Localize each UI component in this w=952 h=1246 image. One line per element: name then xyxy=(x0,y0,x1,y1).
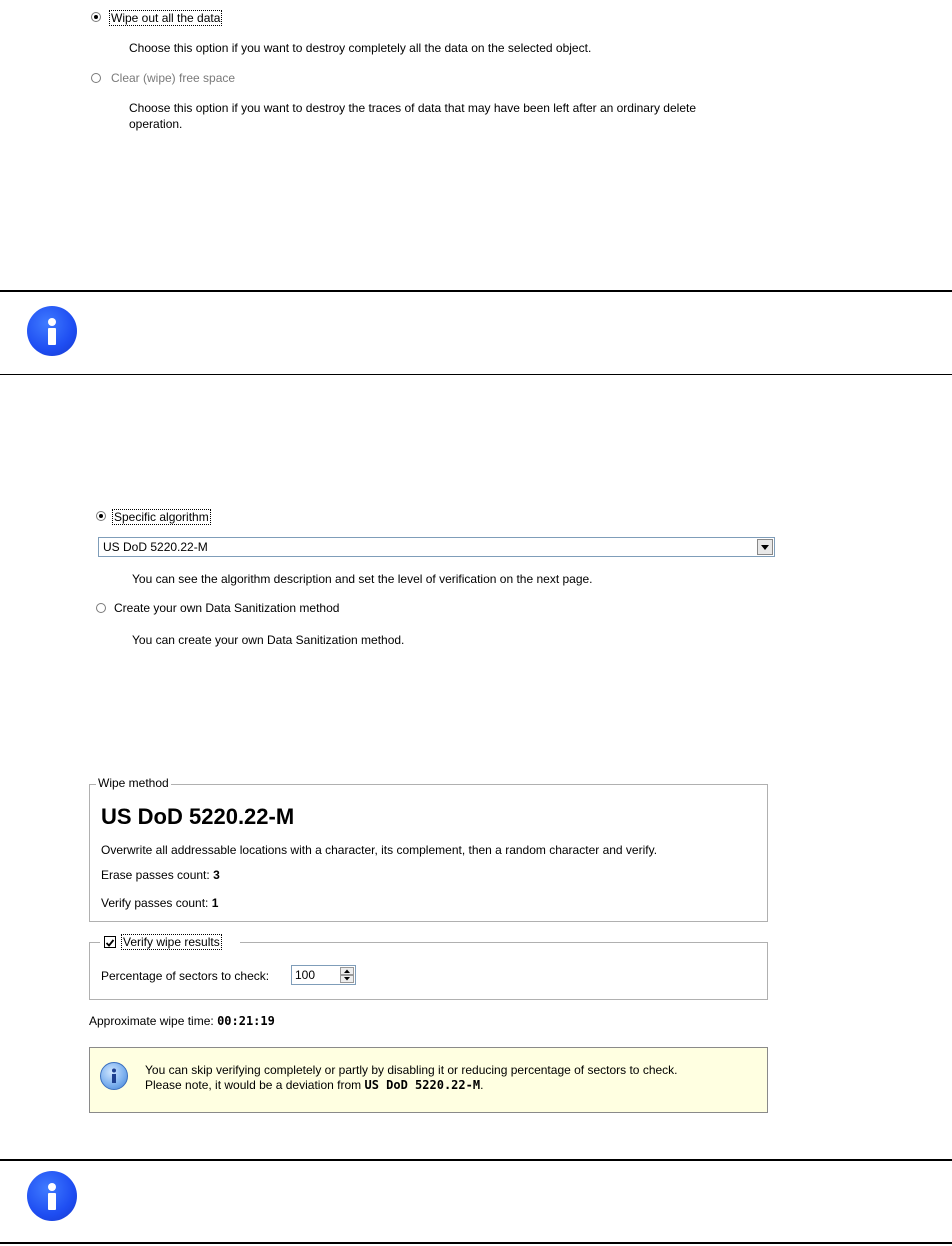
note-line-2-prefix: Please note, it would be a deviation from xyxy=(145,1078,362,1092)
divider-bottom-1 xyxy=(0,374,952,375)
divider-bottom-2 xyxy=(0,1242,952,1244)
algorithm-dropdown-value: US DoD 5220.22-M xyxy=(103,540,208,554)
custom-method-radio[interactable] xyxy=(96,603,106,613)
verify-checkbox-label[interactable]: Verify wipe results xyxy=(123,935,220,949)
clear-free-space-label[interactable]: Clear (wipe) free space xyxy=(111,71,236,85)
wipe-method-description: Overwrite all addressable locations with a character, its complement, then a random character and verify. xyxy=(101,843,658,857)
note-line-2-bold: US DoD 5220.22-M xyxy=(364,1078,481,1092)
percentage-value: 100 xyxy=(295,968,316,982)
erase-passes-label: Erase passes count: xyxy=(101,868,210,882)
divider-top-1 xyxy=(0,290,952,292)
erase-passes-value: 3 xyxy=(213,868,220,882)
verify-passes xyxy=(101,896,218,910)
verify-passes-label: Verify passes count: xyxy=(101,896,209,910)
custom-method-label[interactable]: Create your own Data Sanitization method xyxy=(114,601,340,615)
wipe-all-radio[interactable] xyxy=(91,12,101,22)
verify-passes-value: 1 xyxy=(211,896,219,910)
percentage-label: Percentage of sectors to check: xyxy=(101,969,270,983)
info-icon xyxy=(27,1171,77,1221)
approx-time-label: Approximate wipe time: xyxy=(89,1014,214,1028)
custom-method-description: You can create your own Data Sanitization method. xyxy=(132,633,405,647)
algorithm-dropdown[interactable] xyxy=(98,537,775,557)
approx-time-value: 00:21:19 xyxy=(217,1014,275,1028)
spinner-arrows-icon[interactable] xyxy=(340,967,354,983)
specific-algorithm-description: You can see the algorithm description and set the level of verification on the next page. xyxy=(132,572,593,586)
note-line-2 xyxy=(145,1078,483,1092)
divider-top-2 xyxy=(0,1159,952,1161)
specific-algorithm-label[interactable]: Specific algorithm xyxy=(114,510,209,524)
percentage-spinner[interactable] xyxy=(291,965,356,985)
info-icon xyxy=(27,306,77,356)
clear-free-space-description: Choose this option if you want to destroy the traces of data that may have been left after an ordinary delete operation. xyxy=(129,101,697,131)
verify-checkbox[interactable] xyxy=(104,936,116,948)
wipe-all-label[interactable]: Wipe out all the data xyxy=(111,11,221,25)
clear-free-space-radio[interactable] xyxy=(91,73,101,83)
wipe-all-description: Choose this option if you want to destroy completely all the data on the selected object. xyxy=(129,41,592,55)
wipe-method-legend: Wipe method xyxy=(98,776,169,790)
verification-note xyxy=(89,1047,768,1113)
wipe-method-title: US DoD 5220.22-M xyxy=(101,804,295,829)
note-line-2-suffix: . xyxy=(480,1078,484,1092)
specific-algorithm-radio[interactable] xyxy=(96,511,106,521)
erase-passes xyxy=(101,868,220,882)
approx-wipe-time xyxy=(89,1014,275,1028)
note-line-1: You can skip verifying completely or partly by disabling it or reducing percentage of sectors to check. xyxy=(145,1063,678,1077)
chevron-down-icon[interactable] xyxy=(757,539,773,555)
info-icon xyxy=(100,1062,128,1090)
